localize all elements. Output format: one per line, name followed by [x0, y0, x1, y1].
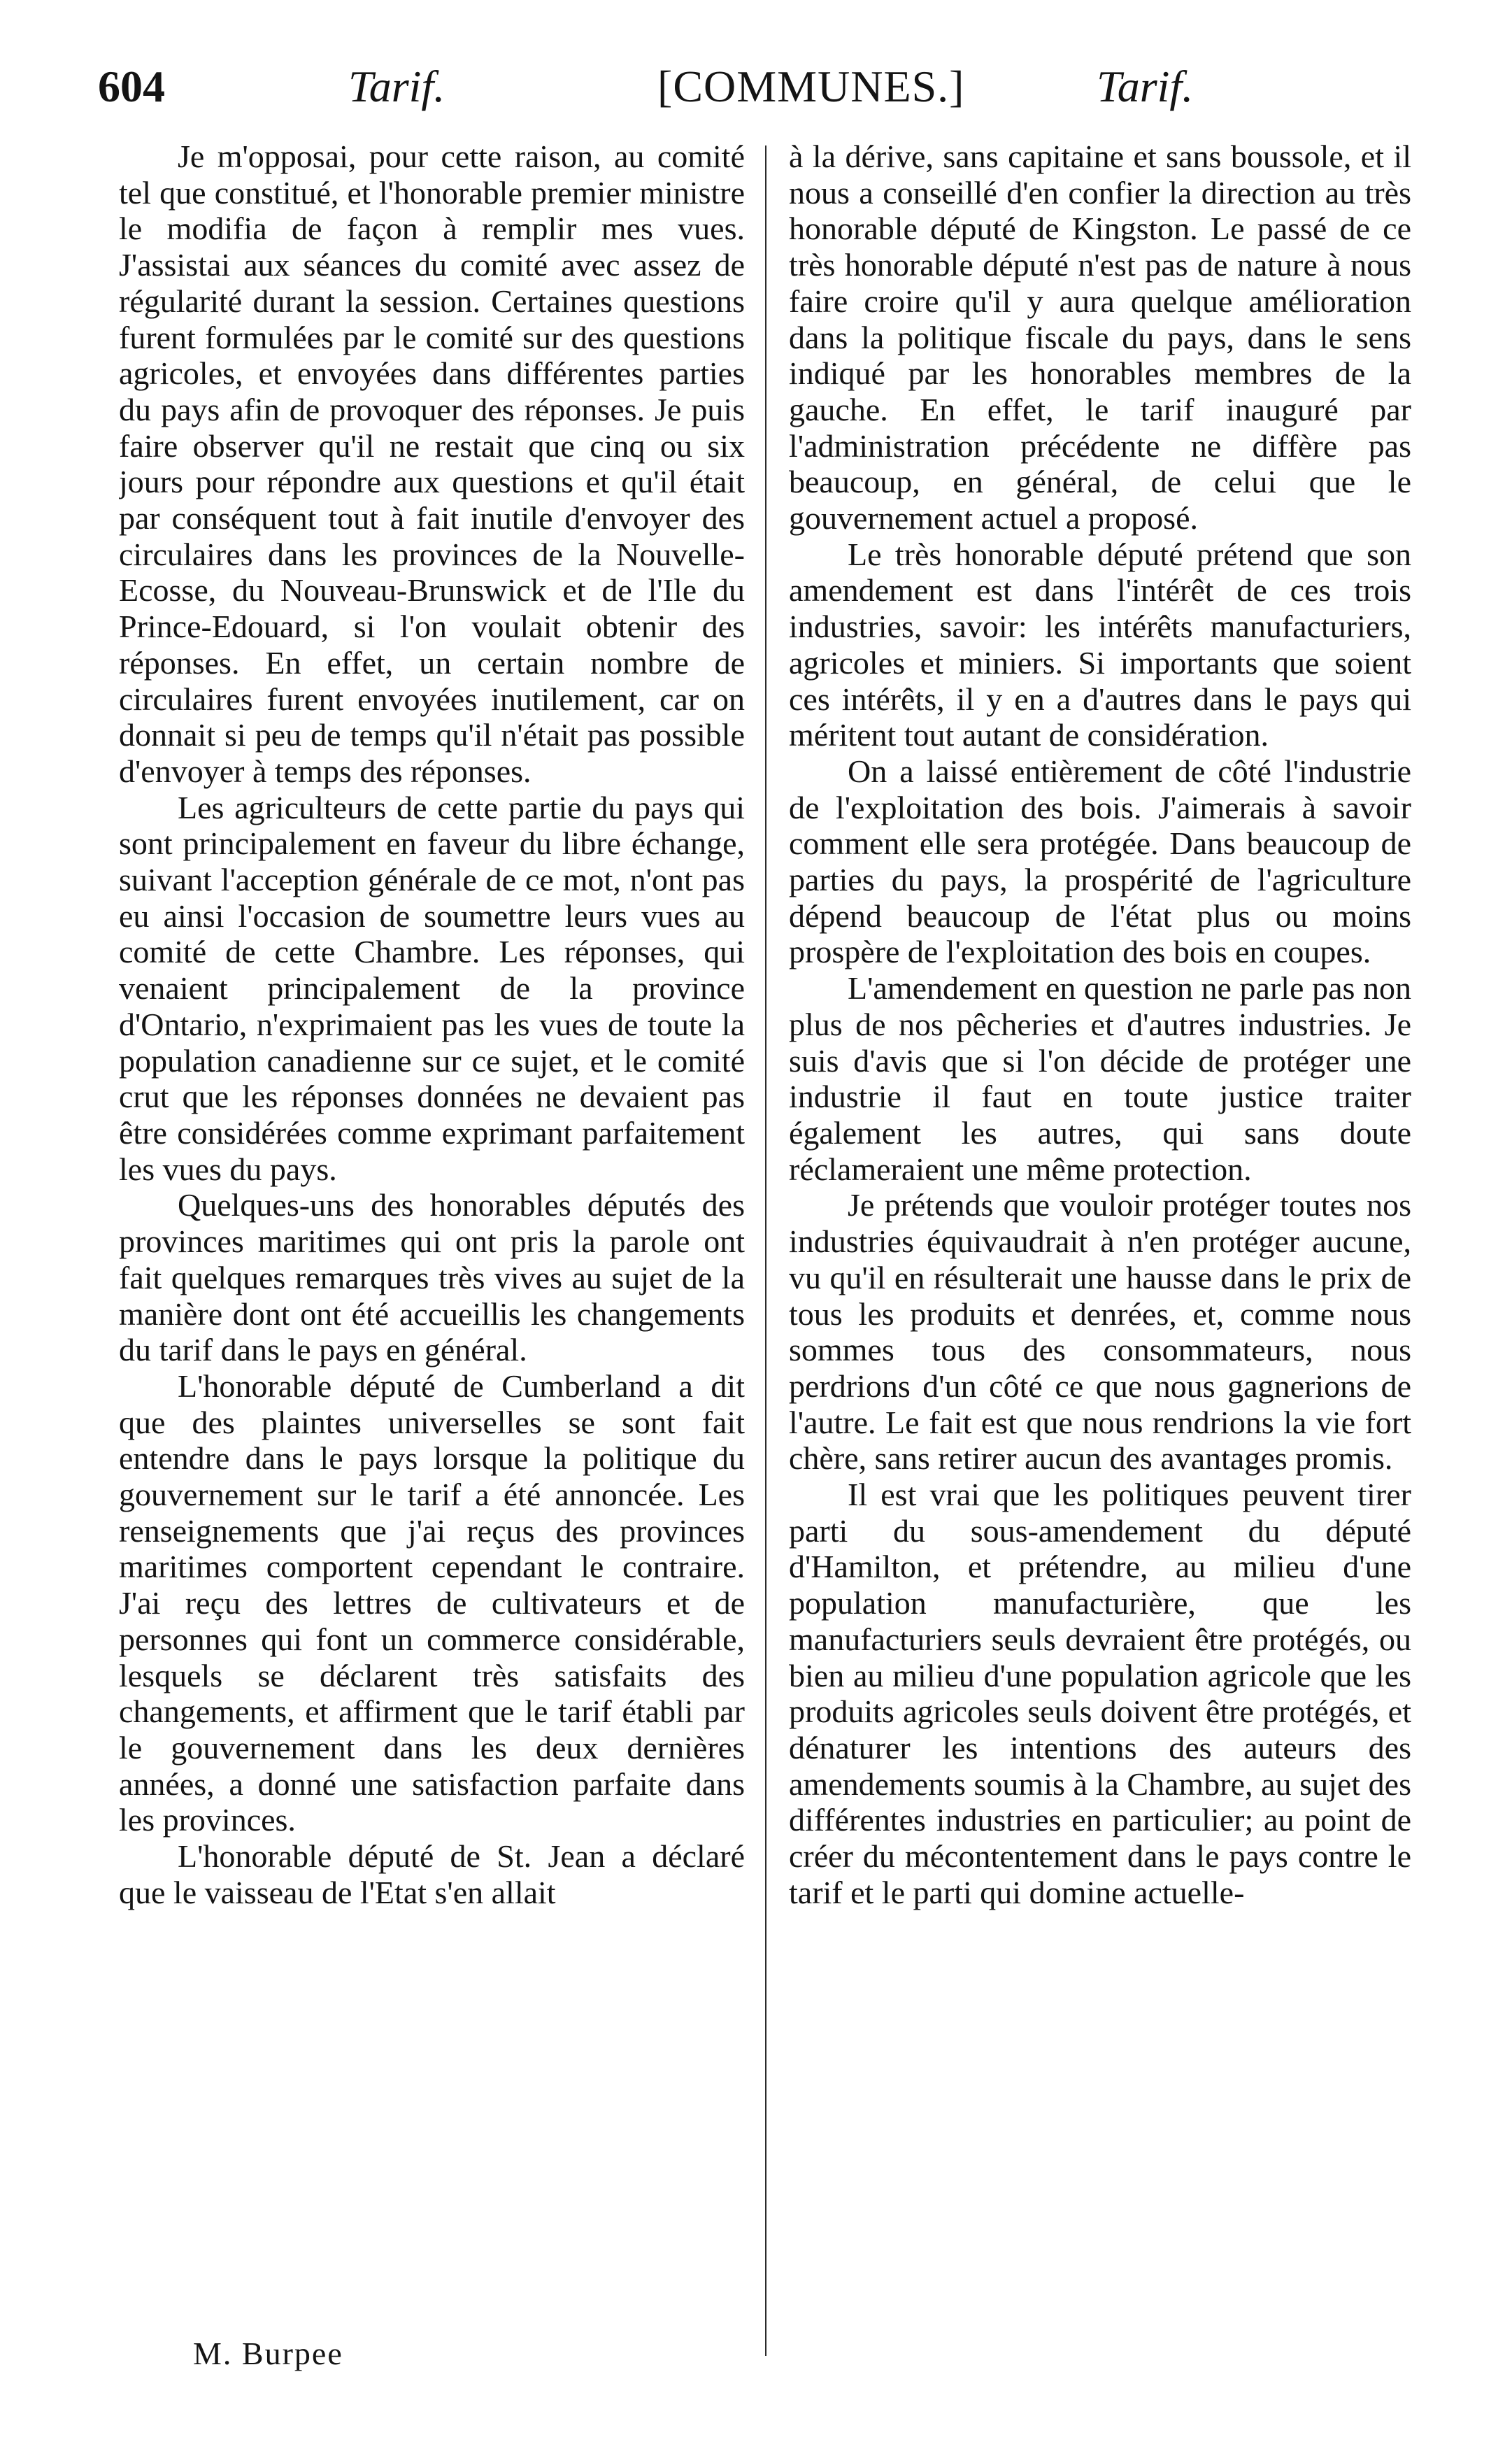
- running-title-right: Tarif.: [1097, 62, 1194, 111]
- paragraph: L'honorable député de St. Jean a déclaré que le vaisseau de l'Etat s'en allait: [119, 1838, 745, 1910]
- paragraph: L'amendement en question ne parle pas non plus de nos pêcheries et d'autres industries. Je suis d'avis que si l'on décide de protéger une industrie il faut en toute justice traiter également les autres, qui sans doute réclameraient une même protection.: [789, 970, 1411, 1187]
- left-column: [119, 138, 745, 2314]
- column-divider: [765, 145, 766, 2356]
- paragraph: Les agriculteurs de cette partie du pays qui sont principalement en faveur du libre échange, suivant l'acception générale de ce mot, n'ont pas eu ainsi l'occasion de soumettre leurs vues au comité de cette Chambre. Les réponses, qui venaient principalement de la province d'Ontario, n'exprimaient pas les vues de toute la population canadienne sur ce sujet, et le comité crut que les réponses données ne devaient pas être considérées comme exprimant parfaitement les vues du pays.: [119, 789, 745, 1187]
- paragraph: On a laissé entièrement de côté l'industrie de l'exploitation des bois. J'aimerais à savoir comment elle sera protégée. Dans beaucoup de parties du pays, la prospérité de l'agriculture dépend beaucoup de l'état plus ou moins prospère de l'exploitation des bois en coupes.: [789, 753, 1411, 970]
- paragraph: Je m'opposai, pour cette raison, au comité tel que constitué, et l'honorable premier ministre le modifia de façon à remplir mes vues. J'assistai aux séances du comité avec assez de régularité durant la session. Certaines questions furent formulées par le comité sur des questions agricoles, et envoyées dans différentes parties du pays afin de provoquer des réponses. Je puis faire observer qu'il ne restait que cinq ou six jours pour répondre aux questions et qu'il était par conséquent tout à fait inutile d'envoyer des circulaires dans les provinces de la Nouvelle-Ecosse, du Nouveau-Brunswick et de l'Ile du Prince-Edouard, si l'on voulait obtenir des réponses. En effet, un certain nombre de circulaires furent envoyées inutilement, car on donnait si peu de temps qu'il n'était pas possible d'envoyer à temps des réponses.: [119, 138, 745, 789]
- right-column: [789, 138, 1411, 2314]
- chamber-title: [COMMUNES.]: [657, 62, 965, 111]
- speaker-footer: M. Burpee: [193, 2336, 343, 2371]
- page-header: [0, 43, 1512, 120]
- paragraph: Quelques-uns des honorables députés des provinces maritimes qui ont pris la parole ont fait quelques remarques très vives au sujet de la manière dont ont été accueillis les changements du tarif dans le pays en général.: [119, 1187, 745, 1368]
- paragraph: Il est vrai que les politiques peuvent tirer parti du sous-amendement du député d'Hamilton, et prétendre, au milieu d'une population manufacturière, que les manufacturiers seuls devraient être protégés, ou bien au milieu d'une population agricole que les produits agricoles seuls doivent être protégés, et dénaturer les intentions des auteurs des amendements soumis à la Chambre, au sujet des différentes industries en particulier; au point de créer du mécontentement dans le pays contre le tarif et le parti qui domine actuelle-: [789, 1477, 1411, 1910]
- page-number: 604: [98, 62, 165, 111]
- paragraph: Je prétends que vouloir protéger toutes nos industries équivaudrait à n'en protéger aucune, vu qu'il en résulterait une hausse dans le prix de tous les produits et denrées, et, comme nous sommes tous des consommateurs, nous perdrions d'un côté ce que nous gagnerions de l'autre. Le fait est que nous rendrions la vie fort chère, sans retirer aucun des avantages promis.: [789, 1187, 1411, 1477]
- paragraph: à la dérive, sans capitaine et sans boussole, et il nous a conseillé d'en confier la direction au très honorable député de Kingston. Le passé de ce très honorable député n'est pas de nature à nous faire croire qu'il y aura quelque amélioration dans la politique fiscale du pays, dans le sens indiqué par les honorables membres de la gauche. En effet, le tarif inauguré par l'administration précédente ne diffère pas beaucoup, en général, de celui que le gouvernement actuel a proposé.: [789, 138, 1411, 537]
- paragraph: Le très honorable député prétend que son amendement est dans l'intérêt de ces trois industries, savoir: les intérêts manufacturiers, agricoles et miniers. Si importants que soient ces intérêts, il y en a d'autres dans le pays qui méritent tout autant de considération.: [789, 536, 1411, 753]
- running-title-left: Tarif.: [348, 62, 445, 111]
- paragraph: L'honorable député de Cumberland a dit que des plaintes universelles se sont fait entendre dans le pays lorsque la politique du gouvernement sur le tarif a été annoncée. Les renseignements que j'ai reçus des provinces maritimes comportent cependant le contraire. J'ai reçu des lettres de cultivateurs et de personnes qui font un commerce considérable, lesquels se déclarent très satisfaits des changements, et affirment que le tarif établi par le gouvernement dans les deux dernières années, a donné une satisfaction parfaite dans les provinces.: [119, 1367, 745, 1838]
